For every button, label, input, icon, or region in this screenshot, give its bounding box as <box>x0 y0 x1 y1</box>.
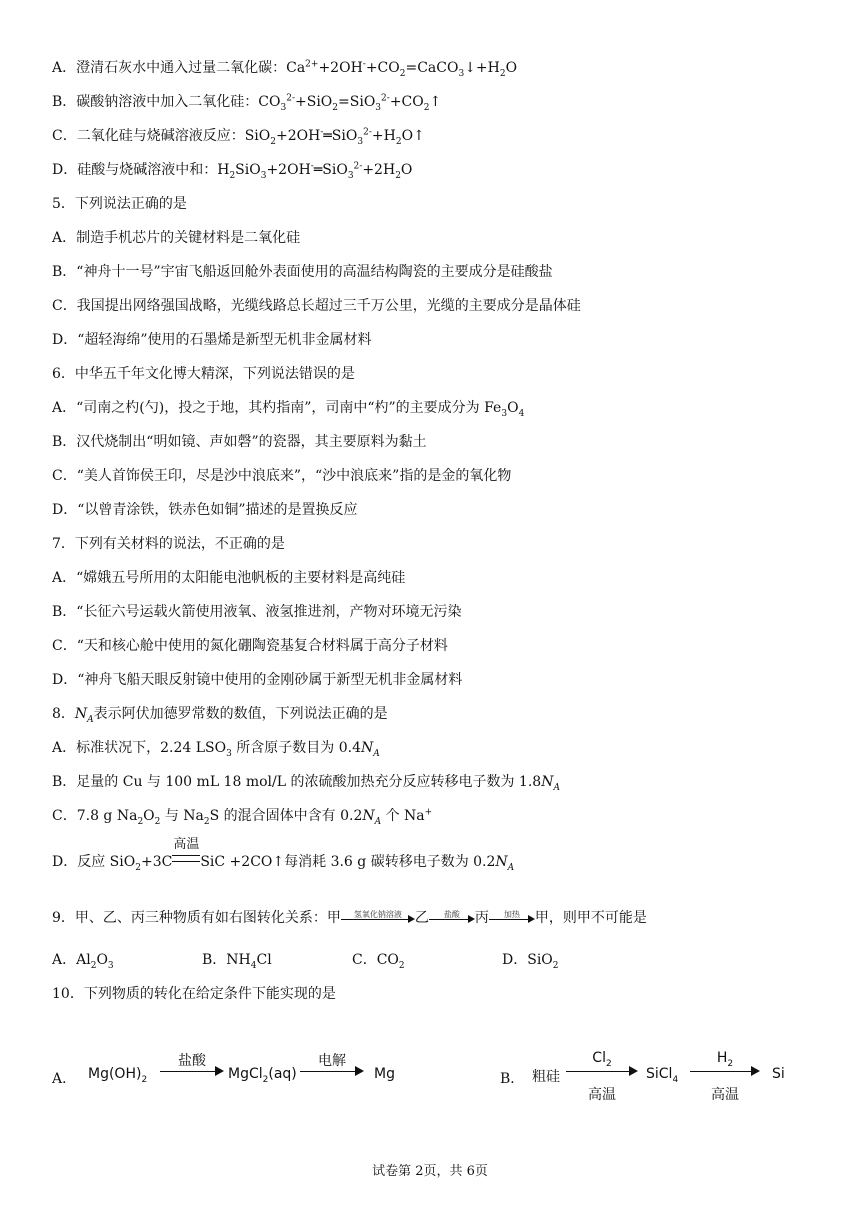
q9-option-b: B．$NH_4Cl$ <box>202 952 272 971</box>
q6-option-d: D．“以曾青涂铁，铁赤色如铜”描述的是置换反应 <box>52 502 358 518</box>
q8-stem-text: 表示阿伏加德罗常数的数值，下列说法正确的是 <box>93 706 388 722</box>
q5-option-d: D．“超轻海绵”使用的石墨烯是新型无机非金属材料 <box>52 332 372 348</box>
arrow-label-top: $H_2$ <box>716 1050 734 1069</box>
q9-stem-text: 9．甲、乙、丙三种物质有如右图转化关系：甲 <box>52 910 341 926</box>
q10-option-b-figure <box>500 1050 800 1106</box>
mg-oh2: $Mg(OH)_2$ <box>88 1066 148 1085</box>
q7-option-d: D．“神舟飞船天眼反射镜中使用的金刚砂属于新型无机非金属材料 <box>52 672 463 688</box>
q6-option-c: C．“美人首饰侯王印，尽是沙中浪底来”，“沙中浪底来”指的是金的氧化物 <box>52 468 512 484</box>
arrow-icon <box>341 911 415 925</box>
arrow-label-top: 盐酸 <box>178 1053 206 1069</box>
substance-bing: 丙 <box>474 910 489 926</box>
q7-option-b: B．“长征六号运载火箭使用液氧、液氢推进剂，产物对环境无污染 <box>52 604 462 620</box>
q6-stem: 6．中华五千年文化博大精深，下列说法错误的是 <box>52 366 355 382</box>
q6-option-b: B．汉代烧制出“明如镜、声如磬”的瓷器，其主要原料为黏土 <box>52 434 427 450</box>
arrow-label-bottom: 高温 <box>588 1087 616 1103</box>
q6-option-a: A．“司南之杓(勺)，投之于地，其杓指南”，司南中“杓”的主要成分为 $Fe_3O_4$ <box>52 400 525 419</box>
q6-option-a-text: A．“司南之杓(勺)，投之于地，其杓指南”，司南中“杓”的主要成分为 Fe <box>52 400 502 416</box>
mg-oh2-text: Mg(OH) <box>88 1066 142 1082</box>
q9-option-b-text: B．NH <box>202 952 251 968</box>
q4-option-c-text: C．二氧化硅与烧碱溶液反应：SiO <box>52 128 271 144</box>
q10-option-a-figure <box>52 1050 412 1094</box>
arrow-icon <box>690 1050 760 1104</box>
q8-option-c-text: C．7.8 g Na <box>52 808 138 824</box>
q4-option-b: B．碳酸钠溶液中加入二氧化硅：$CO_3^{2-}+SiO_2=SiO_3^{2-}+CO_2↑$ <box>52 93 442 113</box>
q4-option-c: C．二氧化硅与烧碱溶液反应：$SiO_2+2OH^-═SiO_3^{2-}+H_2O↑$ <box>52 127 425 147</box>
arrow-label: 氢氧化钠溶液 <box>353 910 402 919</box>
q9-stem <box>52 908 647 928</box>
q10-stem: 10．下列物质的转化在给定条件下能实现的是 <box>52 986 336 1002</box>
q10-option-a-label: A． <box>52 1071 77 1087</box>
q9-option-d-text: D．SiO <box>502 952 553 968</box>
crude-silicon: 粗硅 <box>532 1069 560 1085</box>
q5-option-c: C．我国提出网络强国战略，光缆线路总长超过三千万公里，光缆的主要成分是晶体硅 <box>52 298 581 314</box>
mgcl2-aq-text: (aq) <box>268 1066 297 1082</box>
high-temp-equals-sign <box>172 837 200 866</box>
h2-text: H <box>716 1050 728 1066</box>
arrow-label-top: 电解 <box>318 1053 346 1069</box>
arrow-label: 盐酸 <box>443 910 460 919</box>
mgcl2-text: MgCl <box>228 1066 263 1082</box>
q4-option-d-text: D．硅酸与烧碱溶液中和：H <box>52 162 230 178</box>
condition-label: 高温 <box>173 837 200 852</box>
arrow-label-bottom: 高温 <box>711 1087 739 1103</box>
q9-option-a: A．$Al_2O_3$ <box>52 952 114 971</box>
q8-option-d: D．反应 SiO$_2$+3C 高温 SiC +2CO↑每消耗 3.6 g 碳转移电子数为 $0.2N_A$ <box>52 837 515 873</box>
q8-option-b: B．足量的 Cu 与 100 mL 18 mol/L 的浓硫酸加热充分反应转移电子数为 $1.8N_A$ <box>52 774 560 793</box>
q8-option-a-tail: 所含原子数目为 0.4 <box>236 740 362 756</box>
sicl4: SiCl$_4$ <box>646 1066 679 1085</box>
q8-option-b-text: B．足量的 Cu 与 100 mL 18 mol/L 的浓硫酸加热充分反应转移电子数为 1.8 <box>52 774 542 790</box>
mgcl2-aq: MgCl$_2$(aq) <box>228 1066 297 1085</box>
arrow-icon <box>160 1050 224 1090</box>
q4-option-b-text: B．碳酸钠溶液中加入二氧化硅：CO <box>52 94 281 110</box>
q9-option-d: D．SiO$_2$ <box>502 952 559 971</box>
arrow-icon <box>566 1050 638 1104</box>
q4-option-a: A．澄清石灰水中通入过量二氧化碳：$Ca^{2+}+2OH^-+CO_2=CaCO_3↓+H_2O$ <box>52 59 518 79</box>
arrow-label-top: $Cl_2$ <box>592 1050 612 1069</box>
cl2-text: Cl <box>592 1050 606 1066</box>
arrow-icon <box>429 911 475 925</box>
q8-option-c: C．7.8 g $Na_2O_2$ 与 $Na_2S$ 的混合固体中含有 $0.2N_A$ 个 Na+ <box>52 807 433 827</box>
q8-option-d-text: D．反应 SiO <box>52 854 136 870</box>
arrow-icon <box>489 911 535 925</box>
arrow-icon <box>300 1050 364 1090</box>
q7-option-a: A．“嫦娥五号所用的太阳能电池帆板的主要材料是高纯硅 <box>52 570 406 586</box>
q10-option-b-label: B． <box>500 1071 525 1087</box>
arrow-label: 加热 <box>503 910 520 919</box>
q8-option-a: A．标准状况下，2.24 $LSO_3$ 所含原子数目为 $0.4N_A$ <box>52 740 380 759</box>
mg: Mg <box>374 1066 395 1082</box>
q9-option-c: C．$CO_2$ <box>352 952 405 971</box>
silicon: Si <box>772 1066 785 1082</box>
substance-yi: 乙 <box>414 910 429 926</box>
q8-option-a-text: A．标准状况下，2.24 LSO <box>52 740 227 756</box>
q9-option-c-text: C．CO <box>352 952 399 968</box>
sicl4-text: SiCl <box>646 1066 673 1082</box>
q9-stem-tail: 甲，则甲不可能是 <box>534 910 647 926</box>
q4-option-a-text: A．澄清石灰水中通入过量二氧化碳：Ca <box>52 60 306 76</box>
q5-option-b: B．“神舟十一号”宇宙飞船返回舱外表面使用的高温结构陶瓷的主要成分是硅酸盐 <box>52 264 553 280</box>
q5-stem: 5．下列说法正确的是 <box>52 196 187 212</box>
q5-option-a: A．制造手机芯片的关键材料是二氧化硅 <box>52 230 301 246</box>
q9-options <box>52 950 812 970</box>
page-footer: 试卷第 2页，共 6页 <box>372 1164 488 1179</box>
q9-option-a-text: A．Al <box>52 952 91 968</box>
q8-option-d-tail: SiC +2CO↑每消耗 3.6 g 碳转移电子数为 0.2 <box>200 854 496 870</box>
q7-option-c: C．“天和核心舱中使用的氮化硼陶瓷基复合材料属于高分子材料 <box>52 638 448 654</box>
q4-option-d: D．硅酸与烧碱溶液中和：$H_2SiO_3+2OH^-═SiO_3^{2-}+2H_2O$ <box>52 161 413 181</box>
q8-stem: 8．$N_A$表示阿伏加德罗常数的数值，下列说法正确的是 <box>52 706 388 725</box>
q7-stem: 7．下列有关材料的说法，不正确的是 <box>52 536 285 552</box>
